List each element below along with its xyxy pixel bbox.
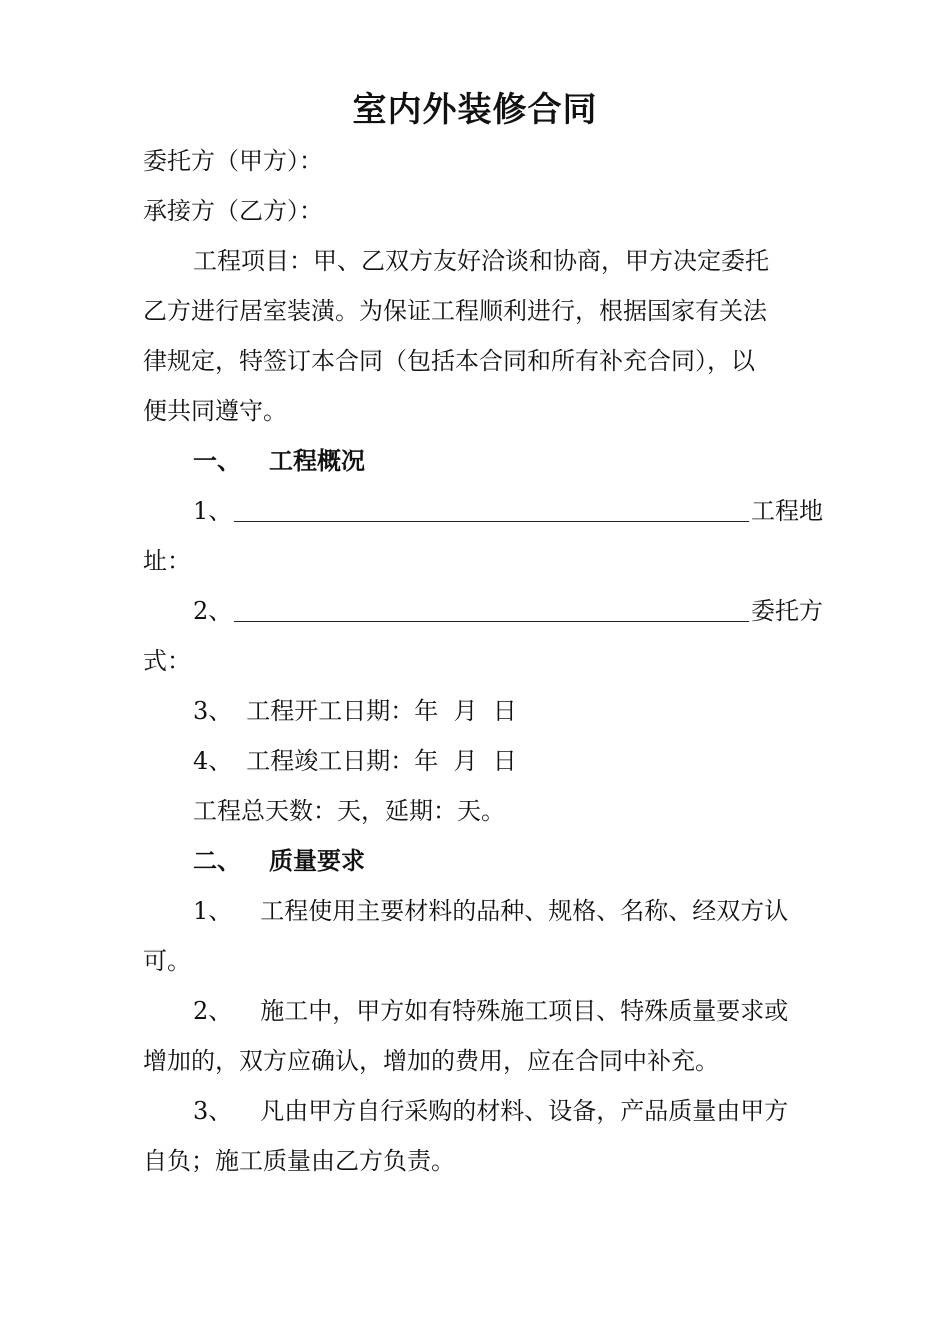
item-text: 凡由甲方自行采购的材料、设备，产品质量由甲方 <box>260 1097 789 1125</box>
party-b-label: 承接方（乙方）： <box>143 197 323 225</box>
intro-line-2: 乙方进行居室装潢。为保证工程顺利进行，根据国家有关法 <box>143 297 767 325</box>
section-2-item-3-continued: 自负；施工质量由乙方负责。 <box>143 1147 455 1175</box>
item-text: 工程使用主要材料的品种、规格、名称、经双方认 <box>260 897 789 925</box>
intro-line-4: 便共同遵守。 <box>143 397 287 425</box>
section-2-item-2 <box>193 996 823 1026</box>
section-1-item-2 <box>193 596 823 626</box>
intro-line-1 <box>193 246 823 276</box>
party-a-label: 委托方（甲方）： <box>143 147 323 175</box>
document-title: 室内外装修合同 <box>352 90 598 130</box>
item-number: 3、 <box>193 697 233 725</box>
section-1-title: 工程概况 <box>269 447 365 475</box>
section-2-title: 质量要求 <box>269 847 365 875</box>
total-days-text: 工程总天数：天，延期：天。 <box>193 797 505 825</box>
section-2-item-3 <box>193 1096 823 1126</box>
intro-text-1: 工程项目：甲、乙双方友好洽谈和协商，甲方决定委托 <box>193 247 769 275</box>
section-1-item-1 <box>193 496 823 526</box>
section-2-item-2-continued: 增加的，双方应确认，增加的费用，应在合同中补充。 <box>143 1047 719 1075</box>
method-blank-field[interactable] <box>234 599 749 622</box>
section-2-item-1-continued: 可。 <box>143 947 191 975</box>
section-1-number: 一、 <box>193 447 241 475</box>
end-date-text: 工程竣工日期：年 月 日 <box>246 747 517 775</box>
start-date-text: 工程开工日期：年 月 日 <box>246 697 517 725</box>
section-1-item-3 <box>193 696 823 726</box>
item-number: 2、 <box>193 997 233 1025</box>
section-2-heading <box>193 846 823 876</box>
section-1-item-1-continued: 址： <box>143 547 191 575</box>
item-label: 委托方 <box>751 597 823 625</box>
section-1-item-4 <box>193 746 823 776</box>
item-number: 1、 <box>193 497 233 525</box>
intro-line-3: 律规定，特签订本合同（包括本合同和所有补充合同），以 <box>143 347 755 375</box>
section-1-item-2-continued: 式： <box>143 647 191 675</box>
item-number: 2、 <box>193 597 233 625</box>
item-number: 4、 <box>193 747 233 775</box>
section-1-heading <box>193 446 823 476</box>
address-blank-field[interactable] <box>234 499 749 522</box>
item-text: 施工中，甲方如有特殊施工项目、特殊质量要求或 <box>260 997 789 1025</box>
item-label: 工程地 <box>751 497 823 525</box>
section-2-number: 二、 <box>193 847 241 875</box>
item-number: 3、 <box>193 1097 233 1125</box>
section-2-item-1 <box>193 896 823 926</box>
item-number: 1、 <box>193 897 233 925</box>
